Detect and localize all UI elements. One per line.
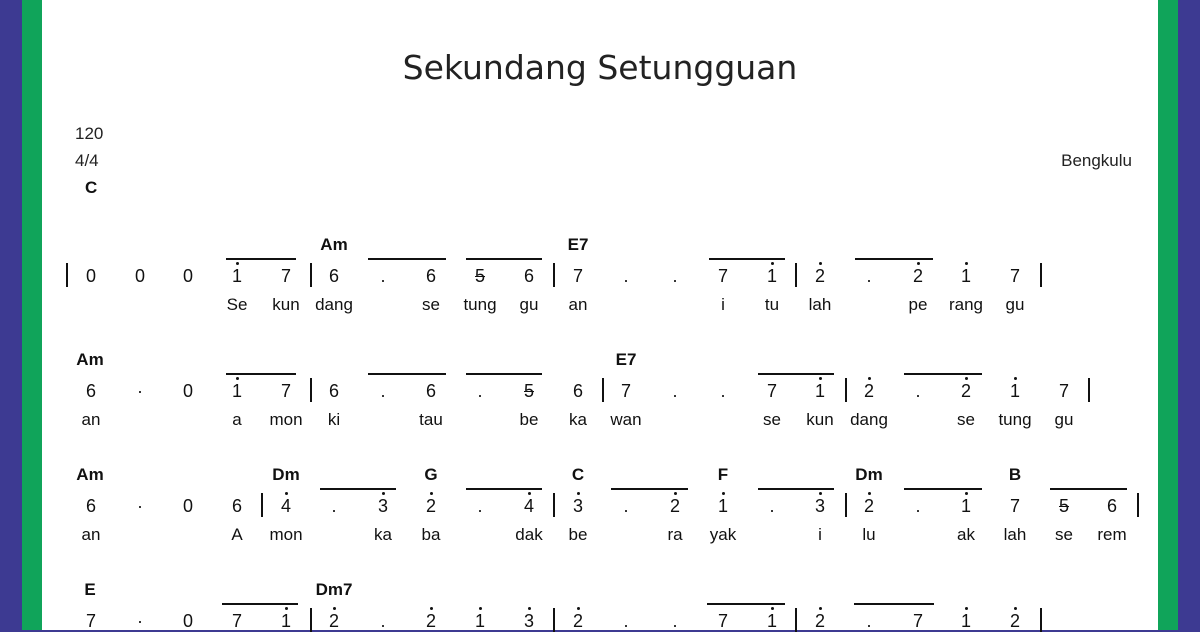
note-digit: .	[380, 611, 386, 631]
bar-line	[845, 493, 847, 517]
beam-line	[904, 373, 982, 375]
note-digit: 7	[572, 266, 584, 286]
note-digit: 0	[182, 266, 194, 286]
note	[670, 496, 680, 516]
note	[380, 266, 385, 286]
bar-line	[795, 608, 797, 632]
note	[769, 496, 774, 516]
octave-dot	[577, 492, 580, 495]
note	[623, 611, 628, 631]
chord-symbol: Am	[76, 465, 104, 484]
octave-dot	[965, 262, 968, 265]
bar-line	[1040, 608, 1042, 632]
note	[1010, 611, 1020, 631]
note-digit: 1	[767, 611, 777, 631]
lyric-syllable: dang	[850, 410, 888, 429]
note	[672, 611, 677, 631]
lyric-syllable: pe	[908, 295, 928, 314]
note	[1059, 496, 1069, 516]
note	[573, 611, 583, 631]
lyric-syllable: A	[231, 525, 243, 544]
lyric-syllable: tau	[419, 410, 443, 429]
octave-dot	[528, 607, 531, 610]
octave-dot	[285, 492, 288, 495]
note	[866, 611, 871, 631]
note-digit: 7	[280, 381, 292, 401]
note-digit: .	[380, 266, 386, 286]
time-signature: 4/4	[75, 151, 99, 170]
note-digit: .	[477, 496, 483, 516]
lyric-syllable: gu	[519, 295, 539, 314]
lyric-syllable: se	[1055, 525, 1073, 544]
note-digit: ·	[137, 611, 143, 631]
note	[1107, 496, 1117, 516]
beam-line	[854, 603, 934, 605]
note	[137, 611, 143, 631]
note	[913, 266, 923, 286]
note	[524, 266, 534, 286]
octave-dot	[819, 377, 822, 380]
note-digit: 2	[864, 381, 874, 401]
bar-line	[66, 263, 68, 287]
note	[137, 381, 143, 401]
lyric-syllable: gu	[1005, 295, 1025, 314]
octave-dot	[430, 492, 433, 495]
note-digit: 7	[1009, 496, 1021, 516]
bar-line	[795, 263, 797, 287]
beam-line	[758, 373, 834, 375]
octave-dot	[965, 607, 968, 610]
lyric-syllable: Se	[226, 295, 248, 314]
octave-dot	[236, 377, 239, 380]
note-digit: .	[672, 381, 678, 401]
note-digit: 6	[328, 266, 340, 286]
note-digit: .	[672, 266, 678, 286]
lyric-syllable: gu	[1054, 410, 1074, 429]
note	[378, 496, 388, 516]
lyric-syllable: an	[568, 295, 588, 314]
note-digit: 2	[913, 266, 923, 286]
note	[281, 496, 291, 516]
note-digit: 5	[1058, 496, 1070, 516]
note	[815, 611, 825, 631]
note-digit: 4	[524, 496, 534, 516]
note-digit: 0	[85, 266, 97, 286]
note	[913, 611, 923, 631]
beam-line	[466, 488, 542, 490]
bar-line	[553, 493, 555, 517]
note-digit: 2	[573, 611, 583, 631]
note-digit: 6	[523, 266, 535, 286]
lyric-syllable: dak	[515, 525, 543, 544]
bar-line	[310, 608, 312, 632]
chord-symbol: C	[571, 465, 585, 484]
note	[477, 381, 482, 401]
octave-dot	[577, 607, 580, 610]
beam-line	[466, 258, 542, 260]
note-digit: 7	[1009, 266, 1021, 286]
beam-line	[1050, 488, 1127, 490]
note	[524, 611, 534, 631]
note-digit: 1	[815, 381, 825, 401]
beam-line	[855, 258, 933, 260]
note-digit: 3	[573, 496, 583, 516]
note-digit: 0	[134, 266, 146, 286]
note	[961, 266, 971, 286]
note	[672, 381, 677, 401]
note-digit: 7	[766, 381, 778, 401]
note	[380, 611, 385, 631]
note-digit: .	[331, 496, 337, 516]
note-digit: 6	[425, 381, 437, 401]
note-digit: 7	[1058, 381, 1070, 401]
note-digit: 2	[426, 496, 436, 516]
note	[86, 266, 96, 286]
note	[915, 496, 920, 516]
lyric-syllable: be	[519, 410, 539, 429]
bar-line	[553, 608, 555, 632]
note	[86, 496, 96, 516]
note-digit: .	[720, 381, 726, 401]
note	[718, 611, 728, 631]
note-digit: .	[477, 381, 483, 401]
chord-symbol: G	[424, 465, 438, 484]
note-digit: 7	[912, 611, 924, 631]
note	[1010, 496, 1020, 516]
note	[475, 611, 485, 631]
note-digit: 2	[961, 381, 971, 401]
bar-line	[845, 378, 847, 402]
lyric-syllable: dang	[315, 295, 353, 314]
note-digit: 3	[378, 496, 388, 516]
note-digit: 6	[572, 381, 584, 401]
lyric-syllable: kun	[272, 295, 300, 314]
note	[573, 496, 583, 516]
note	[815, 496, 825, 516]
note	[281, 611, 291, 631]
note-digit: .	[915, 496, 921, 516]
note-digit: 7	[717, 611, 729, 631]
lyric-syllable: ki	[327, 410, 341, 429]
octave-dot	[382, 492, 385, 495]
note	[426, 611, 436, 631]
octave-dot	[868, 492, 871, 495]
note-digit: 1	[961, 496, 971, 516]
note	[815, 381, 825, 401]
note	[573, 266, 583, 286]
note	[866, 266, 871, 286]
note-digit: .	[623, 266, 629, 286]
bar-line	[553, 263, 555, 287]
note-digit: 2	[670, 496, 680, 516]
lyric-syllable: lah	[808, 295, 832, 314]
beam-line	[226, 258, 296, 260]
octave-dot	[236, 262, 239, 265]
octave-dot	[333, 607, 336, 610]
octave-dot	[528, 492, 531, 495]
chord-symbol: E7	[567, 235, 589, 254]
note	[672, 266, 677, 286]
octave-dot	[479, 607, 482, 610]
note	[329, 266, 339, 286]
note	[864, 496, 874, 516]
note-digit: 2	[864, 496, 874, 516]
octave-dot	[819, 262, 822, 265]
note	[573, 381, 583, 401]
beam-line	[707, 603, 785, 605]
bar-line	[310, 378, 312, 402]
key-signature: C	[85, 178, 98, 197]
note-digit: 7	[717, 266, 729, 286]
note-digit: 1	[281, 611, 291, 631]
note	[524, 496, 534, 516]
note	[183, 266, 193, 286]
octave-dot	[965, 492, 968, 495]
note-digit: 1	[767, 266, 777, 286]
bar-line	[1137, 493, 1139, 517]
lyric-syllable: lu	[862, 525, 876, 544]
lyric-syllable: an	[81, 410, 101, 429]
note	[961, 381, 971, 401]
chord-symbol: Am	[76, 350, 104, 369]
lyric-syllable: ak	[957, 525, 975, 544]
lyric-syllable: se	[422, 295, 440, 314]
chord-symbol: Am	[320, 235, 348, 254]
lyric-syllable: yak	[709, 525, 737, 544]
chord-symbol: Dm	[855, 465, 883, 484]
lyric-syllable: lah	[1003, 525, 1027, 544]
beam-line	[320, 488, 396, 490]
sheet-paper	[42, 0, 1158, 630]
note-digit: ·	[137, 381, 143, 401]
note	[767, 611, 777, 631]
note-digit: 6	[328, 381, 340, 401]
octave-dot	[819, 607, 822, 610]
note	[524, 381, 534, 401]
note-digit: 2	[815, 266, 825, 286]
note	[232, 496, 242, 516]
note-digit: 6	[85, 496, 97, 516]
octave-dot	[285, 607, 288, 610]
note	[1010, 266, 1020, 286]
note	[232, 266, 242, 286]
note	[621, 381, 631, 401]
beam-line	[758, 488, 834, 490]
lyric-syllable: tu	[764, 295, 780, 314]
note	[135, 266, 145, 286]
note-digit: 2	[426, 611, 436, 631]
octave-dot	[771, 607, 774, 610]
octave-dot	[722, 492, 725, 495]
lyric-syllable: se	[763, 410, 781, 429]
lyric-syllable: a	[232, 410, 242, 429]
note-digit: .	[623, 496, 629, 516]
lyric-syllable: an	[81, 525, 101, 544]
note-digit: 7	[85, 611, 97, 631]
note	[961, 496, 971, 516]
note	[329, 611, 339, 631]
octave-dot	[771, 262, 774, 265]
note-digit: 1	[1010, 381, 1020, 401]
note	[183, 381, 193, 401]
note	[477, 496, 482, 516]
note	[915, 381, 920, 401]
chord-symbol: B	[1008, 465, 1022, 484]
beam-line	[368, 373, 446, 375]
chord-symbol: Dm	[272, 465, 300, 484]
lyric-syllable: ka	[569, 410, 587, 429]
octave-dot	[917, 262, 920, 265]
note	[718, 496, 728, 516]
note	[86, 611, 96, 631]
note	[815, 266, 825, 286]
lyric-syllable: wan	[610, 410, 642, 429]
lyric-syllable: ka	[374, 525, 392, 544]
note-digit: .	[915, 381, 921, 401]
note	[426, 381, 436, 401]
note	[1010, 381, 1020, 401]
note-digit: 6	[1106, 496, 1118, 516]
lyric-syllable: rem	[1097, 525, 1127, 544]
lyric-syllable: i	[721, 295, 725, 314]
bar-line	[310, 263, 312, 287]
beam-line	[611, 488, 688, 490]
note	[767, 381, 777, 401]
note	[718, 266, 728, 286]
note-digit: .	[866, 611, 872, 631]
lyric-syllable: mon	[269, 525, 303, 544]
note-digit: 6	[85, 381, 97, 401]
note-digit: 3	[815, 496, 825, 516]
note	[720, 381, 725, 401]
chord-symbol: E7	[615, 350, 637, 369]
note-digit: 1	[232, 266, 242, 286]
note-digit: 0	[182, 381, 194, 401]
octave-dot	[1014, 607, 1017, 610]
octave-dot	[868, 377, 871, 380]
note	[475, 266, 485, 286]
note	[623, 266, 628, 286]
beam-line	[368, 258, 446, 260]
note	[183, 496, 193, 516]
lyric-syllable: ra	[667, 525, 683, 544]
chord-symbol: E	[84, 580, 96, 599]
lyric-syllable: i	[818, 525, 822, 544]
beam-line	[904, 488, 982, 490]
octave-dot	[965, 377, 968, 380]
note-digit: 2	[1010, 611, 1020, 631]
note	[1059, 381, 1069, 401]
note	[86, 381, 96, 401]
note-digit: 0	[182, 611, 194, 631]
note	[137, 496, 143, 516]
octave-dot	[1014, 377, 1017, 380]
note-digit: 1	[961, 611, 971, 631]
note	[232, 611, 242, 631]
note-digit: .	[380, 381, 386, 401]
note-digit: ·	[137, 496, 143, 516]
note-digit: 1	[232, 381, 242, 401]
chord-symbol: F	[717, 465, 729, 484]
note-digit: 1	[718, 496, 728, 516]
note	[380, 381, 385, 401]
song-title: Sekundang Setungguan	[402, 48, 798, 87]
note-digit: 1	[475, 611, 485, 631]
lyric-syllable: kun	[806, 410, 834, 429]
note	[426, 266, 436, 286]
note	[864, 381, 874, 401]
chord-symbol: Dm7	[315, 580, 353, 599]
note-digit: 2	[815, 611, 825, 631]
note	[232, 381, 242, 401]
octave-dot	[819, 492, 822, 495]
note-digit: 4	[281, 496, 291, 516]
note-digit: 7	[280, 266, 292, 286]
lyric-syllable: be	[568, 525, 588, 544]
note-digit: 2	[329, 611, 339, 631]
note	[281, 266, 291, 286]
note	[961, 611, 971, 631]
note-digit: 6	[231, 496, 243, 516]
note	[426, 496, 436, 516]
note-digit: 7	[620, 381, 632, 401]
note-digit: 5	[523, 381, 535, 401]
bar-line	[1040, 263, 1042, 287]
bar-line	[602, 378, 604, 402]
note-digit: 3	[524, 611, 534, 631]
note	[183, 611, 193, 631]
note-digit: 0	[182, 496, 194, 516]
lyric-syllable: tung	[998, 410, 1032, 429]
lyric-syllable: mon	[269, 410, 303, 429]
note-digit: .	[623, 611, 629, 631]
lyric-syllable: ba	[421, 525, 441, 544]
note	[331, 496, 336, 516]
beam-line	[709, 258, 785, 260]
beam-line	[226, 373, 296, 375]
note-digit: .	[672, 611, 678, 631]
octave-dot	[430, 607, 433, 610]
note	[767, 266, 777, 286]
lyric-syllable: rang	[948, 295, 984, 314]
note-digit: 5	[474, 266, 486, 286]
note	[281, 381, 291, 401]
song-origin: Bengkulu	[1061, 151, 1132, 170]
note-digit: 6	[425, 266, 437, 286]
octave-dot	[674, 492, 677, 495]
note	[329, 381, 339, 401]
note-digit: 7	[231, 611, 243, 631]
lyric-syllable: se	[957, 410, 975, 429]
beam-line	[466, 373, 542, 375]
beam-line	[222, 603, 298, 605]
tempo: 120	[75, 124, 104, 143]
note-digit: 1	[961, 266, 971, 286]
bar-line	[1088, 378, 1090, 402]
note-digit: .	[769, 496, 775, 516]
lyric-syllable: tung	[463, 295, 497, 314]
bar-line	[261, 493, 263, 517]
note-digit: .	[866, 266, 872, 286]
note	[623, 496, 628, 516]
